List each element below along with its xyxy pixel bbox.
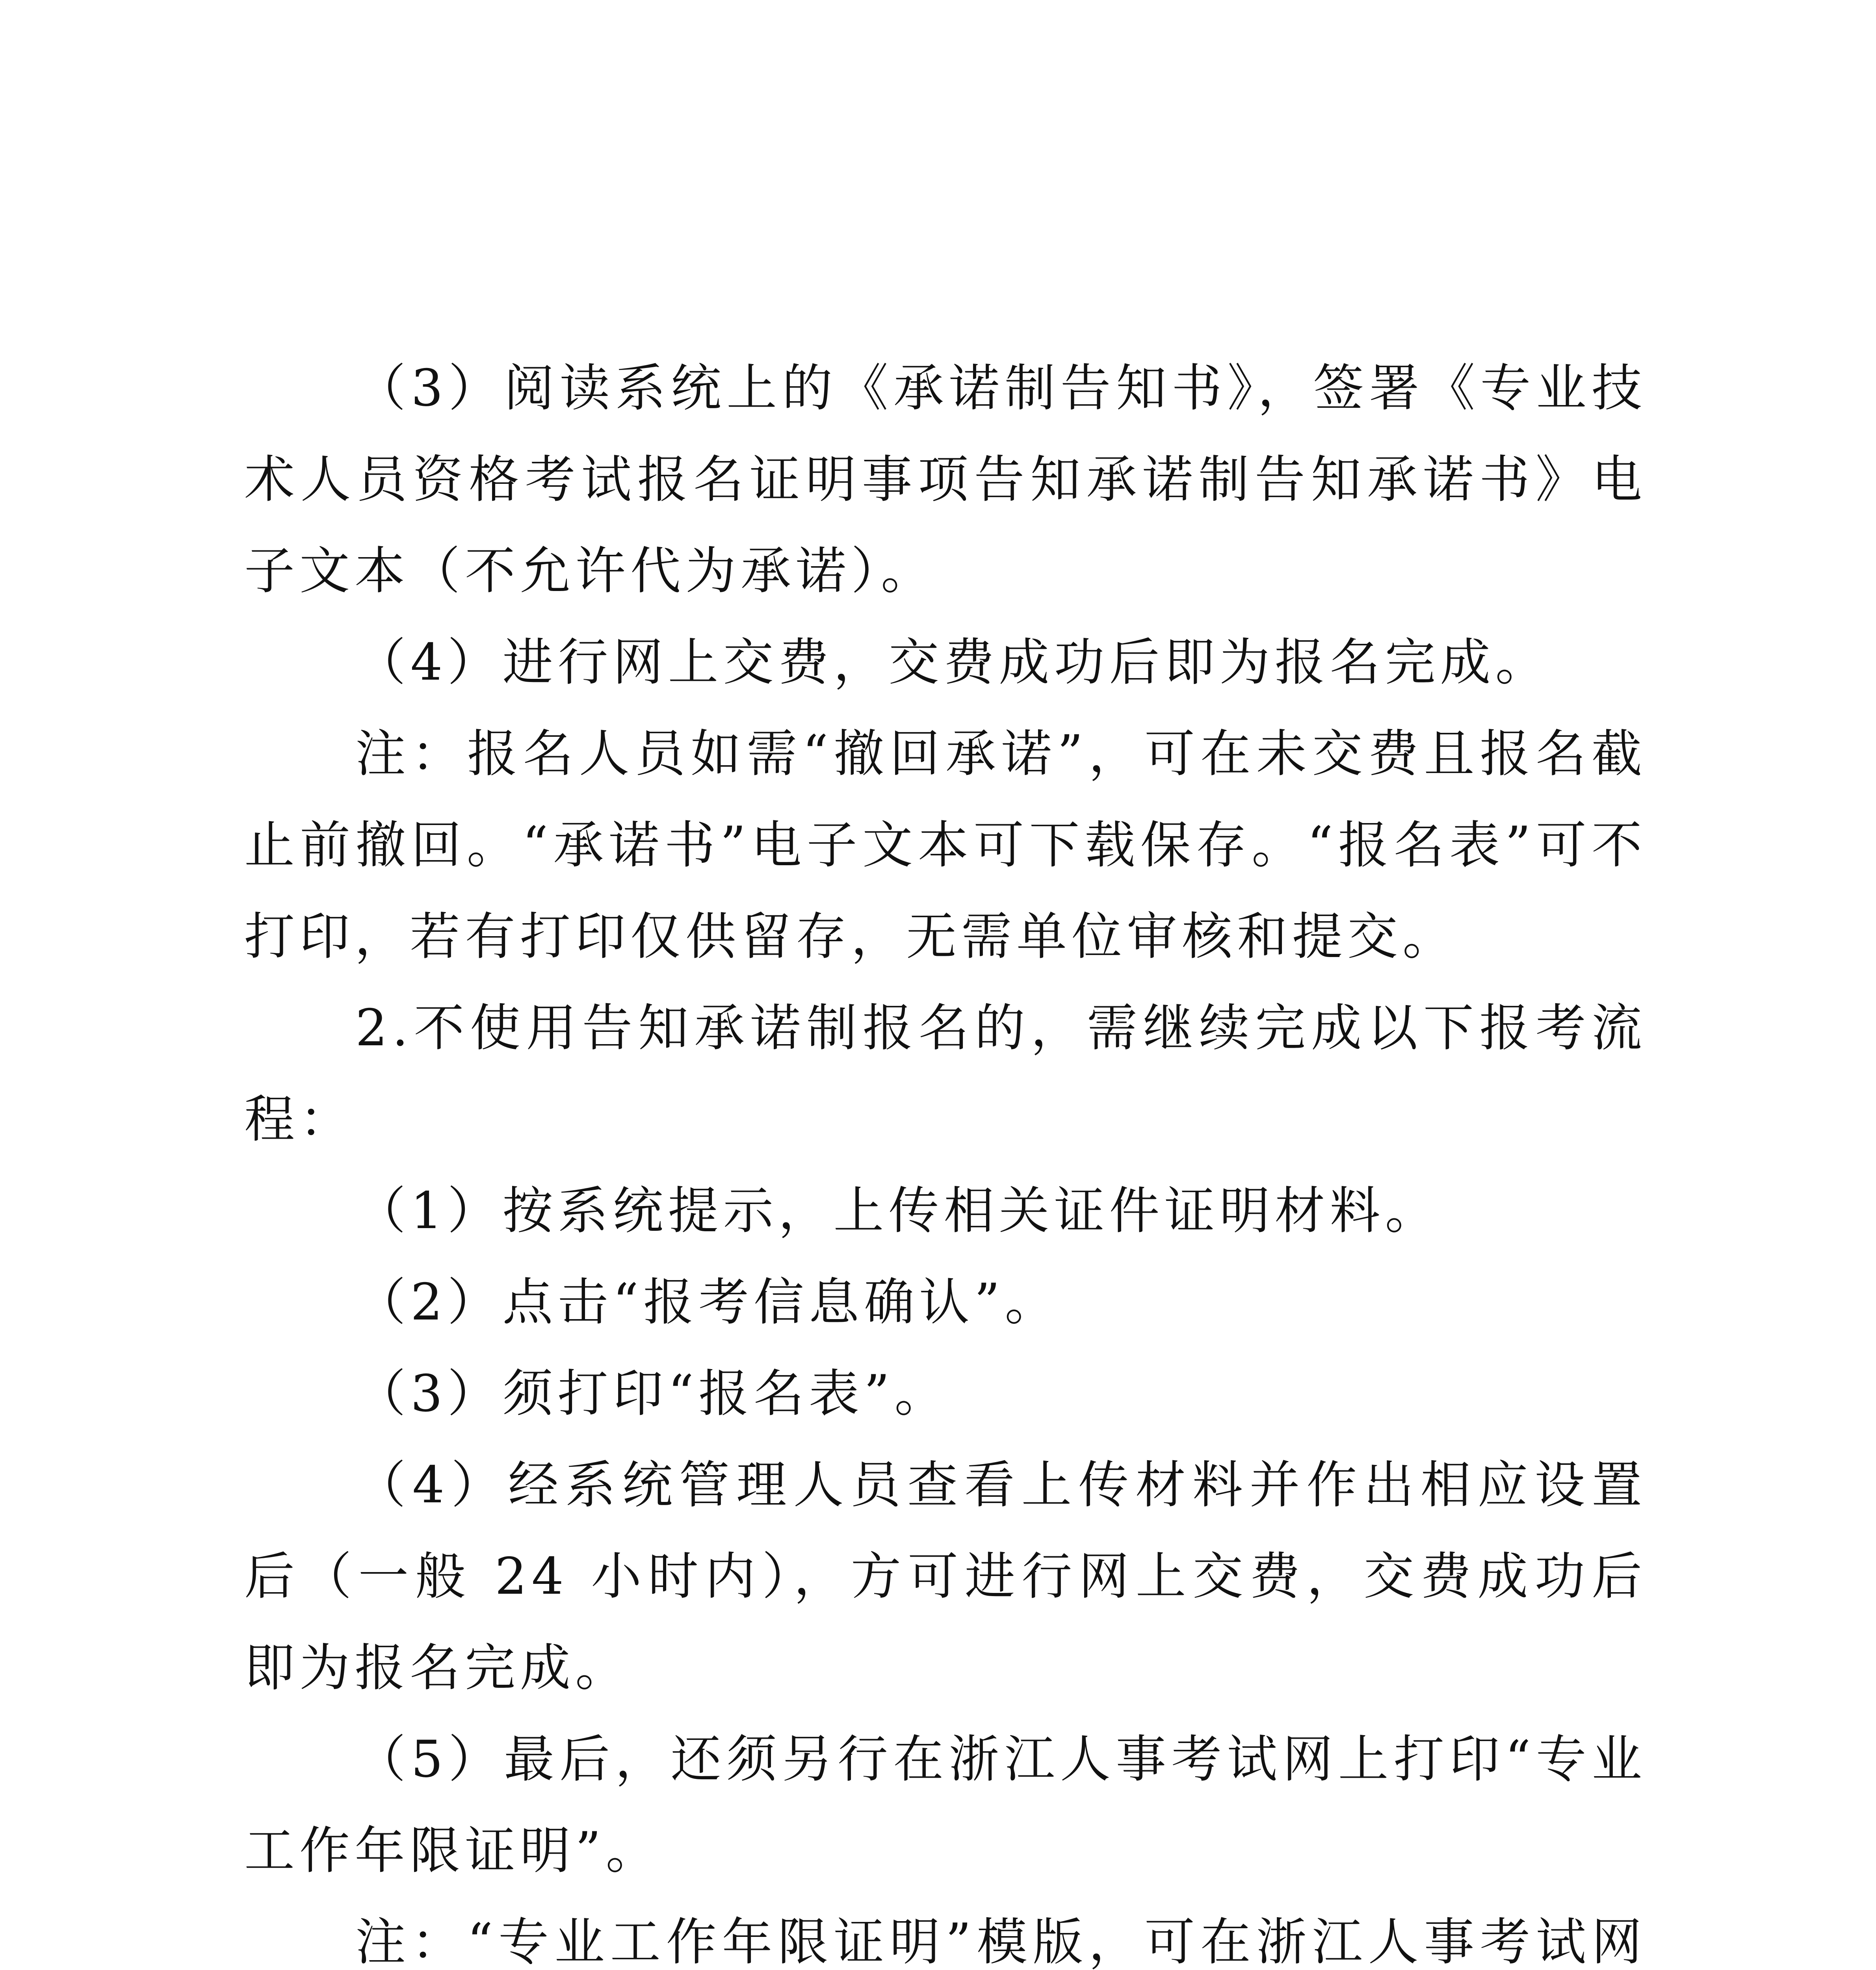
- paragraph-review-payment: （4）经系统管理人员查看上传材料并作出相应设置后（一般 24 小时内），方可进行网上交费，交费成功后即为报名完成。: [244, 1456, 1647, 1697]
- paragraph-note-withdraw: 注：报名人员如需“撤回承诺”，可在未交费且报名截止前撤回。“承诺书”电子文本可下载保存。“报名表”可不打印，若有打印仅供留存，无需单位审核和提交。: [244, 725, 1647, 966]
- paragraph-print-form: （3）须打印“报名表”。: [355, 1364, 950, 1423]
- paragraph-no-commitment-intro: 2.不使用告知承诺制报名的，需继续完成以下报考流程：: [244, 999, 1647, 1149]
- document-body: [244, 343, 1647, 1970]
- paragraph-commitment-sign: （3）阅读系统上的《承诺制告知书》，签署《专业技术人员资格考试报名证明事项告知承诺制告知承诺书》电子文本（不允许代为承诺）。: [244, 359, 1647, 600]
- paragraph-print-proof: （5）最后，还须另行在浙江人事考试网上打印“专业工作年限证明”。: [244, 1730, 1647, 1880]
- paragraph-note-template: 注：“专业工作年限证明”模版，可在浙江人事考试网: [355, 1913, 1647, 1970]
- paragraph-online-payment: （4）进行网上交费，交费成功后即为报名完成。: [355, 633, 1551, 692]
- paragraph-confirm-info: （2）点击“报考信息确认”。: [355, 1273, 1060, 1332]
- paragraph-upload-materials: （1）按系统提示，上传相关证件证明材料。: [355, 1182, 1440, 1240]
